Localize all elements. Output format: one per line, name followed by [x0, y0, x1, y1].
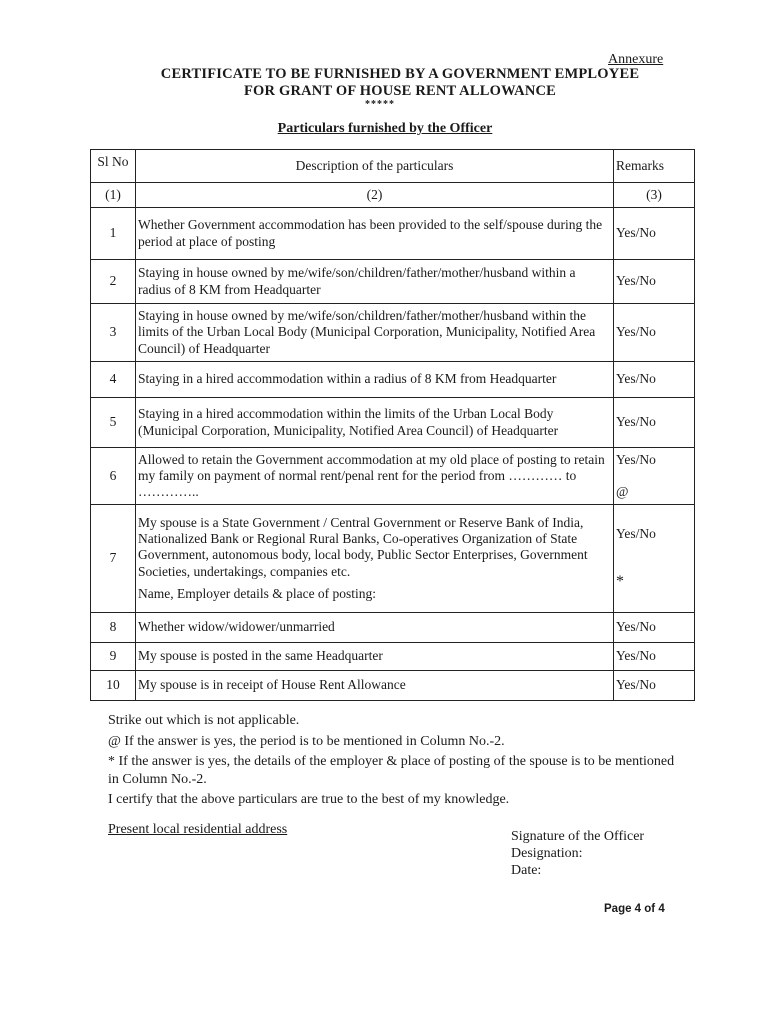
row-remark: Yes/No — [614, 208, 695, 260]
table-row — [91, 208, 695, 260]
row-description — [136, 505, 614, 613]
header-remarks: Remarks — [614, 150, 695, 183]
star-marker: * — [616, 573, 624, 590]
row-remark: Yes/No — [614, 613, 695, 643]
row-description: Staying in house owned by me/wife/son/children/father/mother/husband within a radius of 8 KM from Headquarter — [136, 260, 614, 304]
column-number-row — [91, 183, 695, 208]
table-row — [91, 613, 695, 643]
row-sl: 6 — [91, 448, 136, 505]
row-description: My spouse is in receipt of House Rent Allowance — [136, 671, 614, 701]
table-row — [91, 304, 695, 362]
table-row — [91, 671, 695, 701]
row-sl: 8 — [91, 613, 136, 643]
annexure-label: Annexure — [608, 52, 664, 67]
row-description: My spouse is posted in the same Headquarter — [136, 643, 614, 671]
row-remark: Yes/No — [614, 304, 695, 362]
at-marker: @ — [616, 484, 629, 500]
row-description: Staying in a hired accommodation within the limits of the Urban Local Body (Municipal Corporation, Municipality, Notified Area Council) of Headquarter — [136, 398, 614, 448]
document-title-line-2: FOR GRANT OF HOUSE RENT ALLOWANCE — [243, 83, 557, 99]
section-subtitle: Particulars furnished by the Officer — [277, 121, 493, 136]
present-address-label: Present local residential address — [108, 822, 288, 837]
certify-statement: I certify that the above particulars are true to the best of my knowledge. — [108, 792, 510, 807]
row-description: Staying in a hired accommodation within a radius of 8 KM from Headquarter — [136, 362, 614, 398]
row-remark: Yes/No — [614, 671, 695, 701]
row-description-main: My spouse is a State Government / Central Government or Reserve Bank of India, Nationalized Bank or Regional Rural Banks, Co-operatives Organization of State Government, autonomous body, local body, Public Sector Enterprises, Government Societies, undertakings, companies etc. — [138, 515, 588, 579]
row-sl: 1 — [91, 208, 136, 260]
designation-label: Designation: — [511, 845, 583, 861]
signature-block — [511, 829, 644, 879]
row-description: Staying in house owned by me/wife/son/children/father/mother/husband within the limits of the Urban Local Body (Municipal Corporation, Municipality, Notified Area Council) of Headquarter — [136, 304, 614, 362]
header-description: Description of the particulars — [136, 150, 614, 183]
row-sl: 2 — [91, 260, 136, 304]
row-remark: Yes/No — [614, 398, 695, 448]
row-remark: Yes/No — [614, 260, 695, 304]
row-sl: 3 — [91, 304, 136, 362]
row-description: Whether Government accommodation has been provided to the self/spouse during the period at place of posting — [136, 208, 614, 260]
at-note: @ If the answer is yes, the period is to be mentioned in Column No.-2. — [108, 733, 505, 749]
table-row — [91, 448, 695, 505]
row-remark: Yes/No — [614, 643, 695, 671]
title-stars: ***** — [365, 99, 395, 110]
row-remark: Yes/No — [614, 362, 695, 398]
row-sl: 9 — [91, 643, 136, 671]
row-sl: 7 — [91, 505, 136, 613]
table-row — [91, 260, 695, 304]
table-row — [91, 362, 695, 398]
row-remark-value: Yes/No — [616, 452, 656, 467]
row-remark — [614, 448, 695, 505]
signature-label: Signature of the Officer — [511, 829, 645, 844]
table-header-row — [91, 150, 695, 183]
table-row — [91, 643, 695, 671]
col-number-2: (2) — [136, 183, 614, 208]
row-remark-value: Yes/No — [616, 525, 656, 541]
row-sl: 4 — [91, 362, 136, 398]
row-remark — [614, 505, 695, 613]
particulars-table — [90, 149, 695, 701]
row-description-extra: Name, Employer details & place of posting: — [138, 585, 377, 601]
table-row — [91, 505, 695, 613]
strike-note: Strike out which is not applicable. — [108, 713, 300, 728]
row-sl: 5 — [91, 398, 136, 448]
notes-section — [108, 712, 688, 812]
col-number-1: (1) — [91, 183, 136, 208]
col-number-3: (3) — [614, 183, 695, 208]
row-description: Whether widow/widower/unmarried — [136, 613, 614, 643]
header-sl-no: Sl No — [91, 150, 136, 183]
row-description: Allowed to retain the Government accommodation at my old place of posting to retain my family on payment of normal rent/penal rent for the period from ………… to ………….. — [136, 448, 614, 505]
star-note: * If the answer is yes, the details of the employer & place of posting of the spouse is to be mentioned in Column No.-2. — [108, 754, 675, 787]
date-label: Date: — [511, 862, 542, 878]
row-sl: 10 — [91, 671, 136, 701]
page-number: Page 4 of 4 — [604, 903, 665, 915]
table-row — [91, 398, 695, 448]
document-title-line-1: CERTIFICATE TO BE FURNISHED BY A GOVERNMENT EMPLOYEE — [160, 66, 640, 82]
